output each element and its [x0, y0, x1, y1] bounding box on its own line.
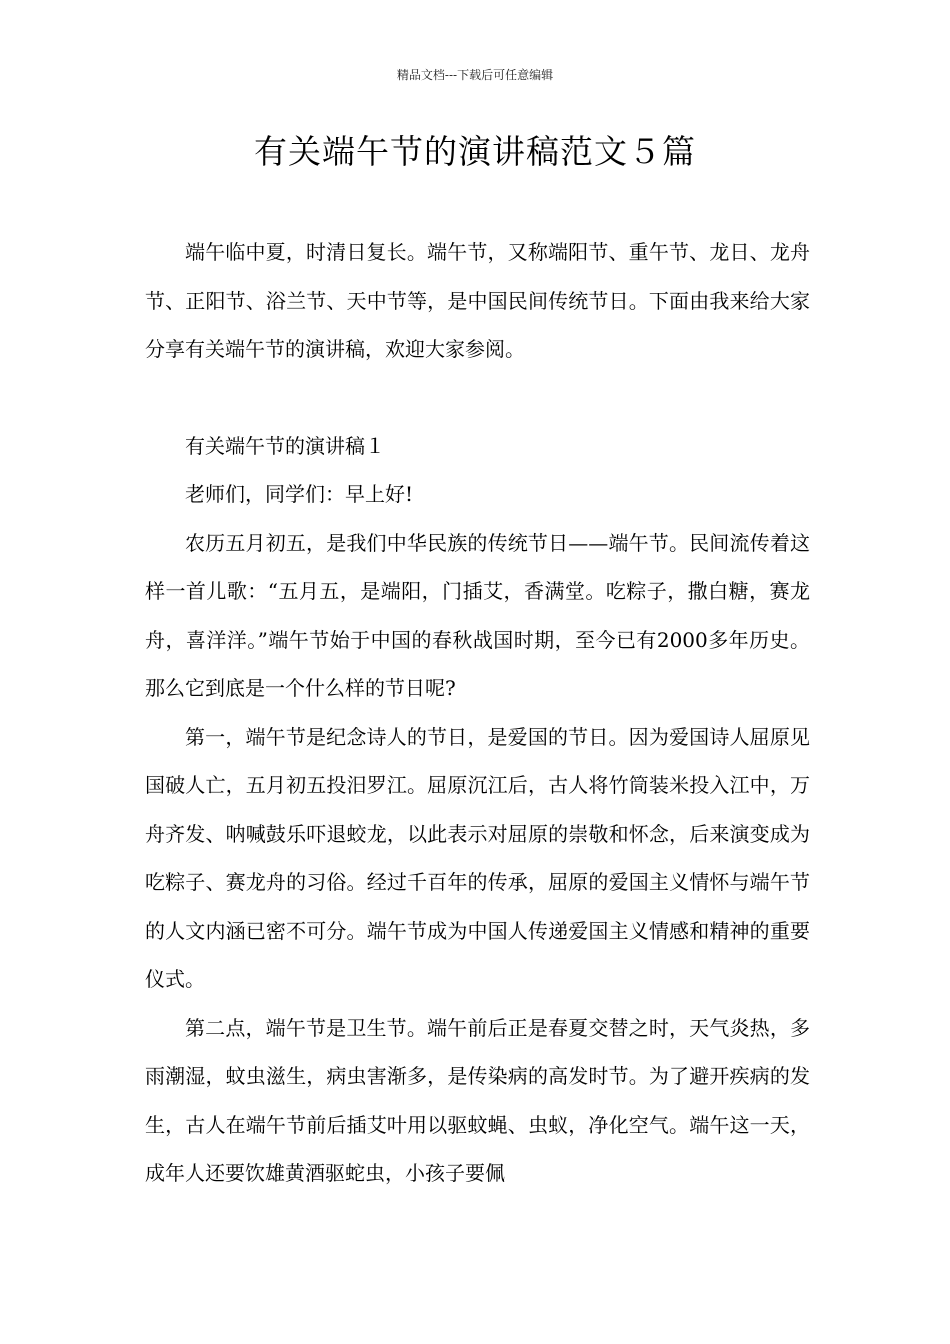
- greeting-line: 老师们，同学们：早上好!: [185, 482, 414, 506]
- document-title: 有关端午节的演讲稿范文５篇: [254, 132, 696, 171]
- intro-paragraph: 端午临中夏，时清日复长。端午节，又称端阳节、重午节、龙日、龙舟节、正阳节、浴兰节、天中节等，是中国民间传统节日。下面由我来给大家分享有关端午节的演讲稿，欢迎大家参阅。: [145, 240, 810, 361]
- document-body: [145, 228, 810, 1198]
- body-paragraph: 第二点，端午节是卫生节。端午前后正是春夏交替之时，天气炎热，多雨潮湿，蚊虫滋生，病虫害渐多，是传染病的高发时节。为了避开疾病的发生，古人在端午节前后插艾叶用以驱蚊蝇、虫蚁，净化空气。端午这一天，成年人还要饮雄黄酒驱蛇虫，小孩子要佩: [145, 1015, 810, 1185]
- section-heading: 有关端午节的演讲稿１: [185, 433, 385, 458]
- header-note: 精品文档---下载后可任意编辑: [396, 68, 554, 82]
- body-paragraph: 农历五月初五，是我们中华民族的传统节日——端午节。民间流传着这样一首儿歌：“五月五，是端阳，门插艾，香满堂。吃粽子，撒白糖，赛龙舟，喜洋洋。”端午节始于中国的春秋战国时期，至今已有2000多年历史。那么它到底是一个什么样的节日呢?: [145, 530, 810, 700]
- body-paragraph: 第一，端午节是纪念诗人的节日，是爱国的节日。因为爱国诗人屈原见国破人亡，五月初五投汨罗江。屈原沉江后，古人将竹筒装米投入江中，万舟齐发、呐喊鼓乐吓退蛟龙，以此表示对屈原的崇敬和怀念，后来演变成为吃粽子、赛龙舟的习俗。经过千百年的传承，屈原的爱国主义情怀与端午节的人文内涵已密不可分。端午节成为中国人传递爱国主义情感和精神的重要仪式。: [145, 724, 810, 991]
- paragraph-spacer: [145, 374, 810, 422]
